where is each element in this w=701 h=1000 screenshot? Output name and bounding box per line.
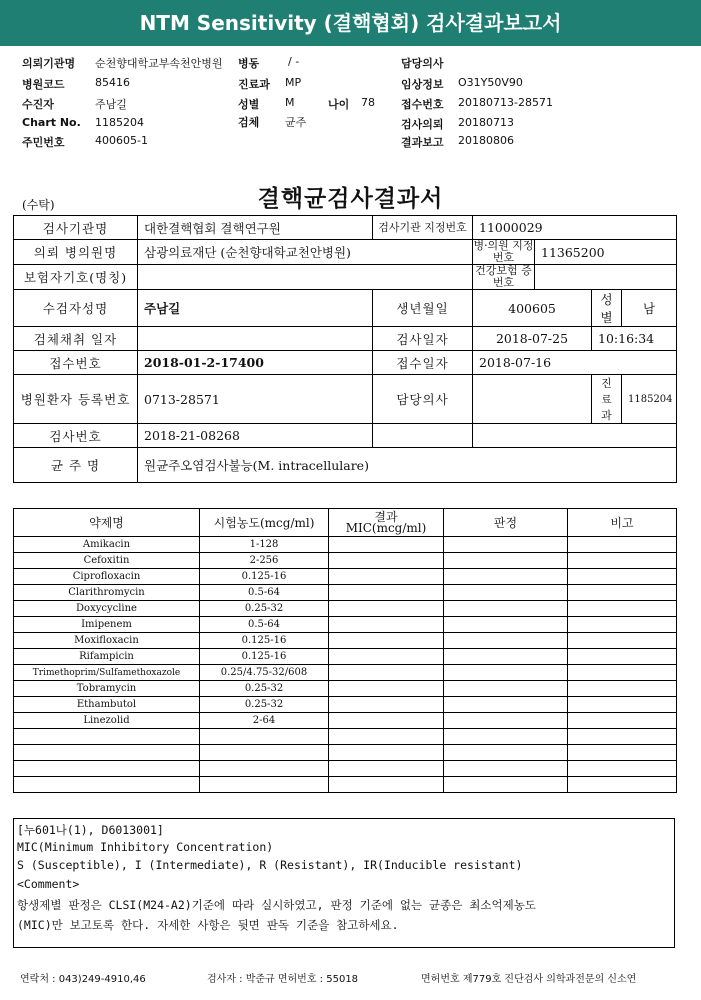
drug-name: Tobramycin [14,681,200,697]
drug-interp [444,537,568,553]
drug-range: 0.125-16 [200,569,329,585]
info-value: 1185204 [95,116,144,129]
report-banner-title: NTM Sensitivity (결핵협회) 검사결과보고서 [0,0,701,46]
info-value: MP [285,76,302,89]
notes-legend: S (Susceptible), I (Intermediate), R (Resistant), IR(Inducible resistant) [17,858,523,872]
drug-mic [329,585,444,601]
drug-mic [329,569,444,585]
form-label: 수검자성명 [14,290,138,327]
drug-mic [329,633,444,649]
drug-name: Rifampicin [14,649,200,665]
info-label: 임상정보 [401,78,444,91]
drug-range: 0.5-64 [200,585,329,601]
drug-interp [444,697,568,713]
drug-range: 0.5-64 [200,617,329,633]
form-value: 대한결핵협회 결핵연구원 [138,216,373,240]
drug-range: 1-128 [200,537,329,553]
form-value [473,424,677,448]
form-value [138,327,373,351]
info-label: 의뢰기관명 [22,57,76,70]
drug-name: Cefoxitin [14,553,200,569]
interp-header: 판정 [444,509,568,537]
footer-contact: 연락처 : 043)249-4910,46 [20,974,146,985]
form-value [373,424,473,448]
drug-remark [568,585,677,601]
drug-range: 0.125-16 [200,633,329,649]
drug-name: Amikacin [14,537,200,553]
info-value: 20180713 [458,116,514,129]
form-value [535,265,677,290]
info-value: / - [288,55,300,68]
drug-name: Ciprofloxacin [14,569,200,585]
form-label: 진료과 [592,375,622,424]
empty-row [14,745,677,761]
form-label: 검사번호 [14,424,138,448]
drug-mic [329,681,444,697]
drug-name: Moxifloxacin [14,633,200,649]
form-label: 균 주 명 [14,448,138,483]
form-label: 접수번호 [14,351,138,375]
info-label: 검체 [238,116,260,129]
form-label: 병·의원 지정번호 [473,239,534,264]
drug-mic [329,617,444,633]
drug-mic [329,601,444,617]
drug-remark [568,569,677,585]
drug-interp [444,617,568,633]
drug-remark [568,617,677,633]
drug-row [14,697,677,713]
drug-row [14,601,677,617]
info-label: 병동 [238,57,260,70]
drug-range: 0.25/4.75-32/608 [200,665,329,681]
result-header [329,509,444,537]
drug-remark [568,681,677,697]
form-value: 2018-07-16 [473,351,677,375]
form-label: 생년월일 [373,290,473,327]
drug-name: Clarithromycin [14,585,200,601]
result-header-line2: MIC(mcg/ml) [345,520,427,535]
form-value [138,265,473,290]
info-value: 20180713-28571 [458,96,553,109]
organism-value: 원균주오염검사불능(M. intracellulare) [138,448,677,483]
drug-remark [568,649,677,665]
drug-remark [568,713,677,729]
info-label: 접수번호 [401,98,444,111]
notes-box [13,818,675,948]
drug-name: Doxycycline [14,601,200,617]
info-value: 85416 [95,76,130,89]
drug-row [14,553,677,569]
info-value: 400605-1 [95,134,148,147]
info-label: 결과보고 [401,136,444,149]
drug-row [14,617,677,633]
drug-interp [444,601,568,617]
form-value: 2018-07-25 [473,327,592,351]
notes-comment-2: (MIC)만 보고토록 한다. 자세한 사항은 뒷면 판독 기준을 참고하세요. [17,918,399,932]
form-label: 담당의사 [373,375,473,424]
info-label: 병원코드 [22,78,65,91]
drug-mic [329,713,444,729]
drug-interp [444,649,568,665]
form-value: 주남길 [138,290,373,327]
drug-range: 0.25-32 [200,681,329,697]
form-label: 검사기관 지정번호 [373,216,473,240]
form-label: 의뢰 병의원명 [14,240,138,265]
info-value: 78 [361,96,375,109]
info-label: 담당의사 [401,57,444,70]
notes-comment-1: 항생제별 판정은 CLSI(M24-A2)기준에 따라 실시하였고, 판정 기준에 없는 균종은 최소억제농도 [17,898,536,912]
info-value: 20180806 [458,134,514,147]
info-value: O31Y50V90 [458,76,523,89]
notes-code: [누601나(1), D6013001] [17,823,164,837]
form-label: 검사일자 [373,327,473,351]
form-value: 0713-28571 [138,375,373,424]
report-title: 결핵균검사결과서 [257,185,444,212]
notes-comment-head: <Comment> [17,877,80,891]
empty-row [14,761,677,777]
drug-row [14,681,677,697]
drug-header: 약제명 [14,509,200,537]
empty-row [14,729,677,745]
form-label: 건강보험 증번호 [473,265,535,290]
remark-header: 비고 [568,509,677,537]
form-value: 2018-21-08268 [138,424,373,448]
drug-range: 2-256 [200,553,329,569]
drug-row [14,633,677,649]
drug-name: Trimethoprim/Sulfamethoxazole [14,665,200,681]
info-label: 주민번호 [22,136,65,149]
drug-row [14,585,677,601]
form-value: 삼광의료재단 (순천향대학교천안병원) [138,240,473,265]
form-value: 400605 [473,290,592,327]
form-value: 11000029 [473,216,677,240]
drug-mic [329,537,444,553]
range-header: 시험농도(mcg/ml) [200,509,329,537]
info-value: M [285,96,295,109]
drug-row [14,713,677,729]
drug-remark [568,537,677,553]
drug-interp [444,569,568,585]
drug-interp [444,681,568,697]
drug-row [14,569,677,585]
empty-row [14,777,677,793]
notes-mic: MIC(Minimum Inhibitory Concentration) [17,840,274,854]
info-value: 균주 [285,116,307,129]
info-value: 순천향대학교부속천안병원 [95,57,223,70]
drug-mic [329,553,444,569]
report-subtitle: (수탁) [22,198,55,212]
info-label: 검사의뢰 [401,118,444,131]
form-value [473,375,592,424]
form-value: 2018-01-2-17400 [138,351,373,375]
drug-range: 0.125-16 [200,649,329,665]
drug-name: Linezolid [14,713,200,729]
drug-remark [568,601,677,617]
drug-mic [329,649,444,665]
form-value: 남 [622,290,677,327]
info-label: 나이 [328,98,350,111]
drug-interp [444,633,568,649]
form-label: 병원환자 등록번호 [14,375,138,424]
report-form-table [13,215,677,483]
drug-range: 2-64 [200,713,329,729]
drug-interp [444,553,568,569]
form-label: 보험자기호(명칭) [14,265,138,290]
form-value: 1185204 [622,375,677,424]
footer-tester: 검사자 : 박준규 면허번호 : 55018 [207,974,359,985]
form-label: 검체채취 일자 [14,327,138,351]
drug-remark [568,665,677,681]
drug-range: 0.25-32 [200,601,329,617]
form-value: 11365200 [535,240,677,265]
drug-remark [568,633,677,649]
result-header-line1: 결과 [374,509,398,524]
form-label: 성별 [592,290,622,327]
drug-interp [444,713,568,729]
form-label: 검사기관명 [14,216,138,240]
info-value: 주남길 [95,98,127,111]
drug-interp [444,665,568,681]
info-label: 진료과 [238,78,270,91]
info-label: 수진자 [22,98,54,111]
drug-interp [444,585,568,601]
info-label: 성별 [238,98,260,111]
drug-row [14,649,677,665]
drug-mic [329,697,444,713]
drug-susceptibility-table [13,508,677,793]
form-label: 접수일자 [373,351,473,375]
drug-remark [568,697,677,713]
drug-row [14,665,677,681]
drug-remark [568,553,677,569]
footer-license: 면허번호 제779호 진단검사 의학과전문의 신소연 [421,974,637,985]
form-value: 10:16:34 [592,327,677,351]
drug-range: 0.25-32 [200,697,329,713]
drug-mic [329,665,444,681]
info-label: Chart No. [22,116,81,129]
drug-name: Imipenem [14,617,200,633]
drug-row [14,537,677,553]
drug-name: Ethambutol [14,697,200,713]
